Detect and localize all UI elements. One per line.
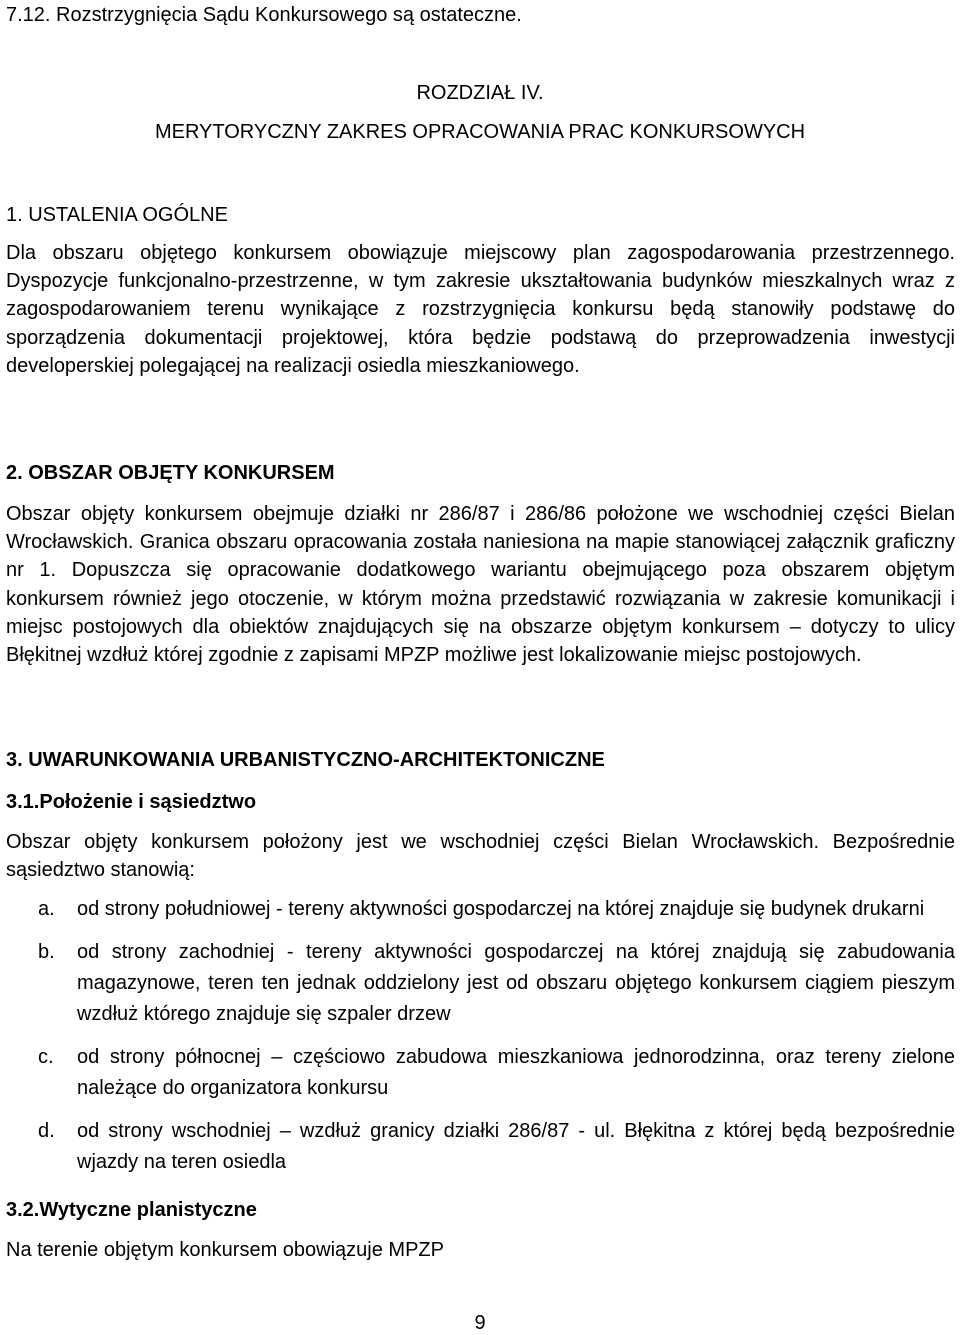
list-marker: d. xyxy=(38,1120,55,1142)
list-item xyxy=(6,1116,955,1178)
neighbourhood-list xyxy=(6,894,955,1190)
section-2-heading: 2. OBSZAR OBJĘTY KONKURSEM xyxy=(6,462,335,484)
list-marker: c. xyxy=(38,1046,54,1068)
list-item-text: od strony zachodniej - tereny aktywności gospodarczej na której znajdują się zabudowania magazynowe, teren ten jednak oddzielony jest od obszaru objętego konkursem ciągiem pieszym wzdłuż którego znajduje się szpaler drzew xyxy=(77,941,955,1025)
list-item-text: od strony północnej – częściowo zabudowa mieszkaniowa jednorodzinna, oraz tereny zielone należące do organizatora konkursu xyxy=(77,1046,955,1099)
section-3-2-heading: 3.2.Wytyczne planistyczne xyxy=(6,1199,257,1221)
section-3-1-intro: Obszar objęty konkursem położony jest we wschodniej części Bielan Wrocławskich. Bezpośrednie sąsiedztwo stanowią: xyxy=(6,831,955,882)
list-marker: a. xyxy=(38,898,55,920)
chapter-title: MERYTORYCZNY ZAKRES OPRACOWANIA PRAC KONKURSOWYCH xyxy=(154,121,806,143)
list-marker: b. xyxy=(38,941,55,963)
list-item-text: od strony południowej - tereny aktywności gospodarczej na której znajduje się budynek drukarni xyxy=(77,898,925,920)
section-3-1-heading: 3.1.Położenie i sąsiedztwo xyxy=(6,791,257,813)
section-1-heading: 1. USTALENIA OGÓLNE xyxy=(6,204,228,226)
list-item xyxy=(6,937,955,1030)
section-3-heading: 3. UWARUNKOWANIA URBANISTYCZNO-ARCHITEKTONICZNE xyxy=(6,749,605,771)
section-2-body: Obszar objęty konkursem obejmuje działki nr 286/87 i 286/86 położone we wschodniej części Bielan Wrocławskich. Granica obszaru opracowania została naniesiona na mapie stanowiącej załącznik graficzny nr 1. Dopuszcza się opracowanie dodatkowego wariantu obejmującego poza obszarem objętym konkursem również jego otoczenie, w którym można przedstawić rozwiązania w zakresie komunikacji i miejsc postojowych dla obiektów znajdujących się na obszarze objętym konkursem – dotyczy to ulicy Błękitnej wzdłuż której zgodnie z zapisami MPZP możliwe jest lokalizowanie miejsc postojowych. xyxy=(6,503,955,667)
section-3-2-body: Na terenie objętym konkursem obowiązuje MPZP xyxy=(6,1239,444,1261)
list-item xyxy=(6,1042,955,1104)
section-1-body: Dla obszaru objętego konkursem obowiązuje miejscowy plan zagospodarowania przestrzennego. Dyspozycje funkcjonalno-przestrzenne, w tym zakresie ukształtowania budynków mieszkalnych wraz z zagospodarowaniem terenu wynikające z rozstrzygnięcia konkursu będą stanowiły podstawę do sporządzenia dokumentacji projektowej, która będzie podstawą do przeprowadzenia inwestycji developerskiej polegającej na realizacji osiedla mieszkaniowego. xyxy=(6,242,955,377)
top-line: 7.12. Rozstrzygnięcia Sądu Konkursowego są ostateczne. xyxy=(6,4,522,26)
chapter-number: ROZDZIAŁ IV. xyxy=(416,82,544,104)
list-item-text: od strony wschodniej – wzdłuż granicy działki 286/87 - ul. Błękitna z której będą bezpośrednie wjazdy na teren osiedla xyxy=(77,1120,955,1173)
list-item xyxy=(6,894,955,925)
page-number: 9 xyxy=(474,1312,486,1334)
